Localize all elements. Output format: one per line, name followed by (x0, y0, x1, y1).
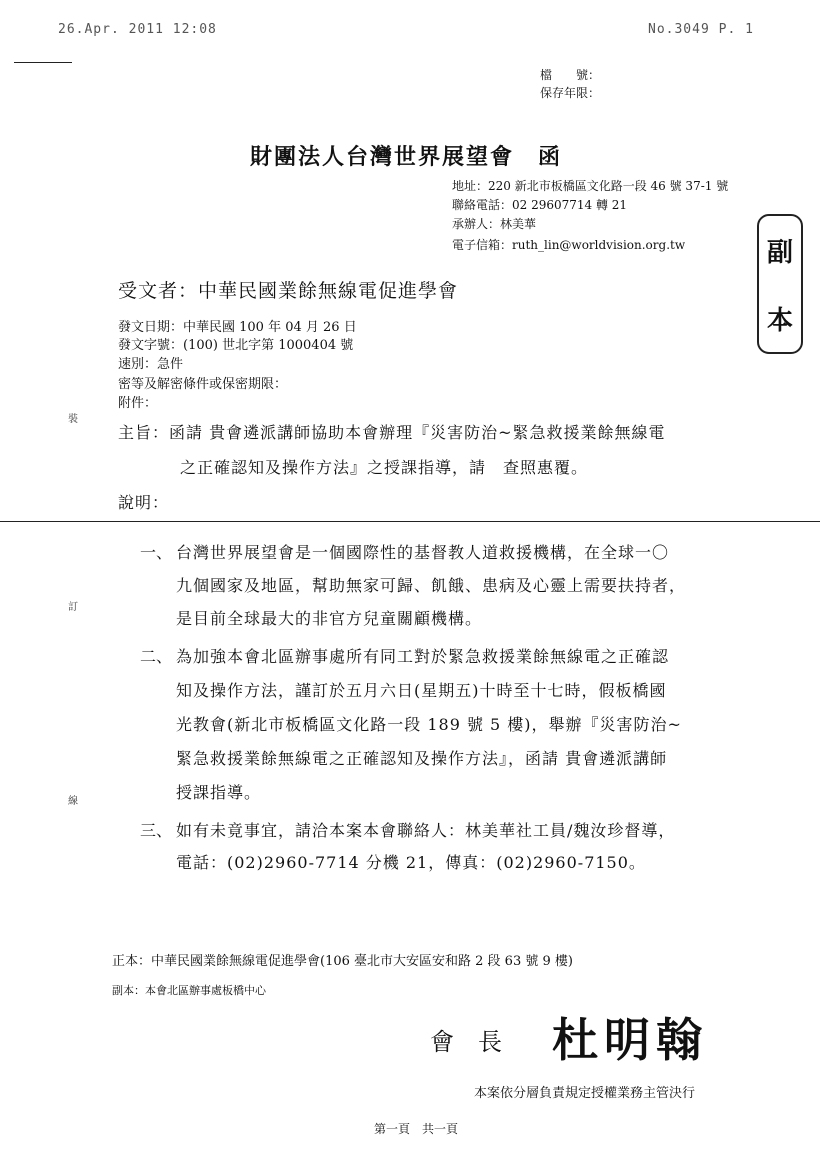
page-footer: 第一頁 共一頁 (374, 1122, 459, 1136)
file-number-label: 檔 號： (540, 68, 601, 82)
item-2-line-1: 為加強本會北區辦事處所有同工對於緊急救援業餘無線電之正確認 (176, 647, 670, 666)
retention-label: 保存年限： (540, 86, 601, 100)
item-1-line-3: 是目前全球最大的非官方兒童關顧機構。 (176, 609, 483, 628)
binding-rule (0, 521, 820, 522)
item-2-line-4: 緊急救援業餘無線電之正確認知及操作方法』，函請 貴會遴派講師 (176, 749, 668, 768)
attachment-label: 附件： (118, 396, 158, 411)
item-3-line-1: 如有未竟事宜，請洽本案本會聯絡人：林美華社工員/魏汝珍督導， (176, 821, 676, 840)
item-2-line-3: 光教會(新北市板橋區文化路一段 189 號 5 樓)，舉辦『災害防治~ (176, 715, 682, 734)
margin-mark-bottom: 線 (68, 796, 78, 807)
item-3-number: 三、 (140, 821, 173, 840)
subject-line-1: 主旨：函請 貴會遴派講師協助本會辦理『災害防治~緊急救援業餘無線電 (118, 423, 666, 442)
corner-rule (14, 62, 72, 63)
item-1-line-1: 台灣世界展望會是一個國際性的基督教人道救援機構，在全球一〇 (176, 543, 670, 562)
document-title: 財團法人台灣世界展望會 函 (250, 144, 563, 170)
subject-line-2: 之正確認知及操作方法』之授課指導，請 查照惠覆。 (180, 458, 589, 477)
signature-name: 杜明翰 (552, 1013, 708, 1067)
stamp-char-1: 副 (766, 237, 793, 268)
item-2-line-2: 知及操作方法，謹訂於五月六日(星期五)十時至十七時，假板橋國 (176, 681, 667, 700)
item-2-line-5: 授課指導。 (176, 783, 262, 802)
margin-mark-middle: 訂 (68, 602, 78, 613)
issue-number: 發文字號：(100) 世北字第 1000404 號 (118, 338, 354, 353)
issue-date: 發文日期：中華民國 100 年 04 月 26 日 (118, 320, 357, 335)
explanation-label: 說明： (118, 493, 170, 512)
secrecy-level: 密等及解密條件或保密期限： (118, 377, 288, 392)
carbon-copy-recipient: 副本：本會北區辦事處板橋中心 (112, 984, 266, 997)
margin-mark-top: 裝 (68, 414, 78, 425)
item-1-line-2: 九個國家及地區，幫助無家可歸、飢餓、患病及心靈上需要扶持者， (176, 576, 687, 595)
fax-timestamp: 26.Apr. 2011 12:08 (58, 22, 217, 37)
sender-phone: 聯絡電話：02 29607714 轉 21 (452, 198, 628, 212)
sender-email: 電子信箱：ruth_lin@worldvision.org.tw (452, 238, 686, 252)
sender-address: 地址：220 新北市板橋區文化路一段 46 號 37-1 號 (452, 179, 729, 193)
recipient: 受文者：中華民國業餘無線電促進學會 (118, 280, 459, 302)
item-2-number: 二、 (140, 647, 173, 666)
copy-stamp (757, 214, 803, 354)
sender-contact: 承辦人：林美華 (452, 217, 537, 231)
item-3-line-2: 電話：(02)2960-7714 分機 21，傳真：(02)2960-7150。 (176, 853, 646, 872)
delivery-speed: 速別：急件 (118, 357, 184, 372)
stamp-char-2: 本 (766, 305, 793, 336)
signature-title: 會 長 (430, 1028, 502, 1056)
original-copy-recipient: 正本：中華民國業餘無線電促進學會(106 臺北市大安區安和路 2 段 63 號 9 樓) (112, 954, 573, 969)
fax-page-number: No.3049 P. 1 (648, 22, 754, 37)
delegation-note: 本案依分層負責規定授權業務主管決行 (474, 1086, 696, 1101)
item-1-number: 一、 (140, 543, 173, 562)
